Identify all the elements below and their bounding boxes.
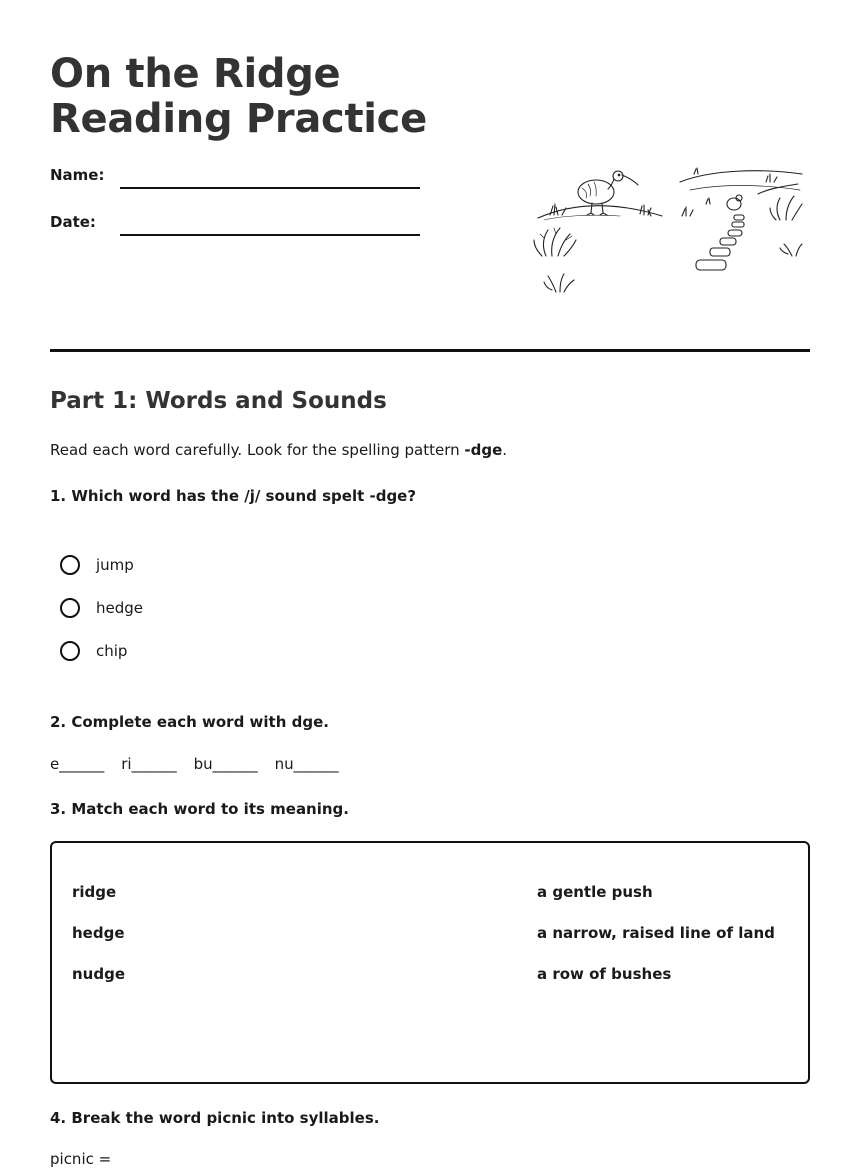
question-1-prompt: 1. Which word has the /j/ sound spelt -dge? [50, 487, 417, 505]
q2-blank-words [50, 755, 339, 773]
q1-option-hedge[interactable] [60, 596, 143, 620]
blank-word[interactable]: bu______ [193, 755, 258, 773]
date-field-line[interactable] [120, 234, 420, 236]
blank-word[interactable]: ri______ [121, 755, 177, 773]
intro-text: Read each word carefully. Look for the spelling pattern [50, 441, 465, 459]
q4-answer-line: picnic = [50, 1150, 112, 1168]
match-word[interactable]: ridge [72, 883, 117, 901]
match-word[interactable]: nudge [72, 965, 126, 983]
section-divider [50, 349, 810, 352]
option-label: jump [96, 556, 134, 574]
intro-end: . [502, 441, 508, 459]
match-meaning[interactable]: a gentle push [537, 883, 653, 901]
bird-on-ridge-illustration [530, 160, 810, 300]
option-label: chip [96, 642, 128, 660]
blank-word[interactable]: nu______ [274, 755, 339, 773]
name-label: Name: [50, 166, 105, 184]
question-2-prompt: 2. Complete each word with dge. [50, 713, 329, 731]
matching-box [50, 841, 810, 1084]
q1-option-chip[interactable] [60, 639, 127, 663]
section-heading-part1: Part 1: Words and Sounds [50, 388, 387, 414]
page-title: On the Ridge Reading Practice [50, 51, 427, 142]
blank-word[interactable]: e______ [50, 755, 105, 773]
part1-intro [50, 441, 507, 459]
date-label: Date: [50, 213, 96, 231]
question-3-prompt: 3. Match each word to its meaning. [50, 800, 349, 818]
radio-button[interactable] [60, 641, 80, 661]
name-field-line[interactable] [120, 187, 420, 189]
match-meaning[interactable]: a row of bushes [537, 965, 672, 983]
radio-button[interactable] [60, 598, 80, 618]
question-4-prompt: 4. Break the word picnic into syllables. [50, 1109, 380, 1127]
match-word[interactable]: hedge [72, 924, 125, 942]
q1-option-jump[interactable] [60, 553, 134, 577]
match-meaning[interactable]: a narrow, raised line of land [537, 924, 775, 942]
intro-pattern: -dge [464, 441, 503, 459]
radio-button[interactable] [60, 555, 80, 575]
option-label: hedge [96, 599, 144, 617]
